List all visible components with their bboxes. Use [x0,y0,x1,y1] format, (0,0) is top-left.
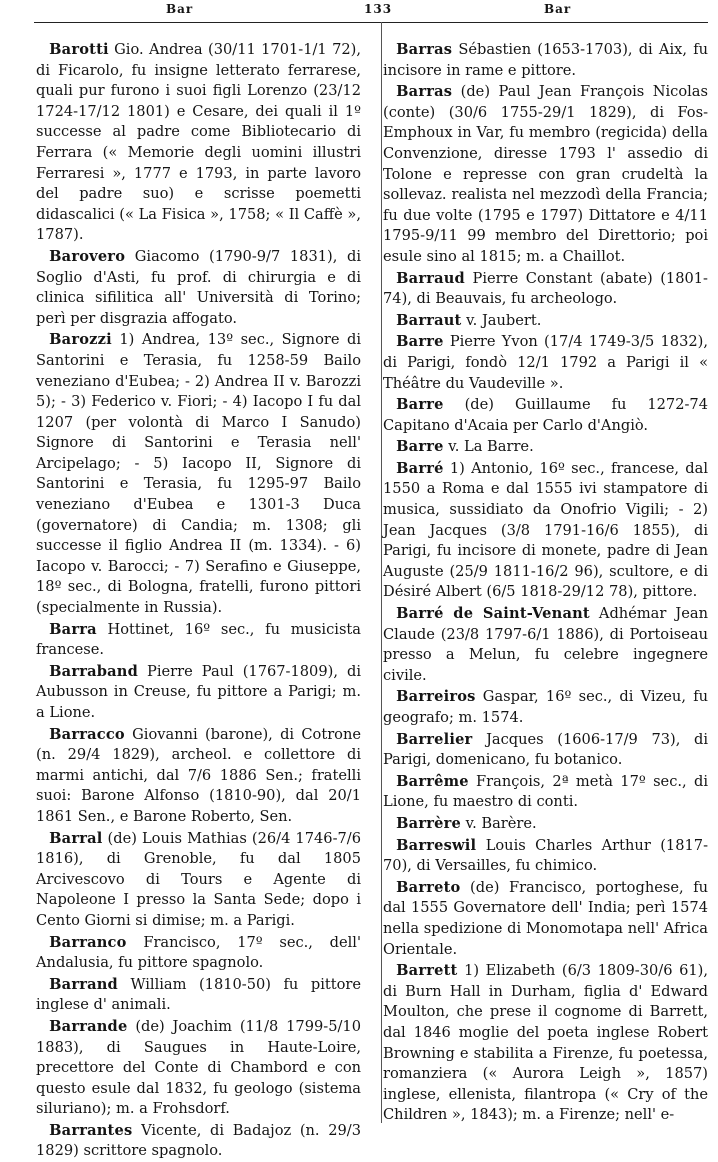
dictionary-entry [383,730,708,771]
entry-text: William (1810-50) fu pittore inglese d' animali. [36,975,361,1014]
dictionary-entry [383,604,708,686]
entry-headword: Barreto [396,878,461,896]
dictionary-entry [36,975,361,1016]
entry-headword: Barre [396,333,444,351]
entry-headword: Barraud [396,269,465,287]
dictionary-entry [383,395,708,436]
entry-headword: Barracco [49,725,125,743]
entry-text: Giacomo (1790-9/7 1831), di Soglio d'Asti, fu prof. di chirurgia e di clinica sifilitica all' Università di Torino; perì per disgrazia affogato. [36,247,361,327]
entry-text: Sébastien (1653-1703), di Aix, fu incisore in rame e pittore. [383,41,708,79]
entry-text: (de) Paul Jean François Nicolas (conte) (30/6 1755-29/1 1829), di Fos-Emphoux in Var, fu membro (regicida) della Convenzione, diresse 1793 l' assedio di Tolone e represse con gran crudeltà la sollevaz. realista nel mezzodì della Francia; fu due volte (1795 e 1797) Dittatore e 4/11 1795-9/11 99 membro del Direttorio; poi esule sino al 1815; m. a Chaillot. [383,83,708,265]
entry-headword: Barreiros [396,688,476,706]
dictionary-entry [36,1121,361,1162]
entry-headword: Barovero [49,247,126,265]
entry-headword: Barotti [49,41,109,58]
entry-text: (de) Joachim (11/8 1799-5/10 1883), di Saugues in Haute-Loire, precettore del Conte di Chambord e con questo esule dal 1832, fu geologo (sistema siluriano); m. a Frohsdorf. [36,1017,361,1118]
entry-headword: Barra [49,620,97,638]
entry-headword: Barré de Saint-Venant [396,605,590,623]
entry-headword: Barraut [396,311,462,329]
entry-text: (de) Francisco, portoghese, fu dal 1555 Governatore dell' India; perì 1574 nella spedizione di Monomotapa nell' Africa Orientale. [383,878,708,958]
dictionary-entry [383,311,708,332]
entry-text: v. Jaubert. [461,311,542,329]
dictionary-entry [383,82,708,267]
entry-text: Francisco, 17º sec., dell' Andalusia, fu pittore spagnolo. [36,933,361,972]
entry-headword: Barre [396,396,444,414]
entry-headword: Barral [49,829,103,847]
entry-text: Louis Charles Arthur (1817-70), di Versailles, fu chimico. [383,836,708,875]
header-left-running-head: Bar [166,2,194,16]
entry-headword: Barrelier [396,730,473,748]
entry-headword: Barreswil [396,836,477,854]
entry-text: (de) Guillaume fu 1272-74 Capitano d'Acaia per Carlo d'Angiò. [383,396,708,434]
dictionary-entry [36,330,361,618]
dictionary-entry [383,437,708,458]
dictionary-entry [36,40,361,246]
entry-headword: Barrère [396,814,461,832]
entry-text: Gaspar, 16º sec., di Vizeu, fu geografo; m. 1574. [383,688,708,726]
dictionary-entry [383,332,708,394]
entry-headword: Barrême [396,772,469,790]
entry-text: Adhémar Jean Claude (23/8 1797-6/1 1886), di Portoiseau presso a Melun, fu celebre ingegnere civile. [383,605,709,684]
entry-headword: Barozzi [49,331,112,349]
entry-text: v. La Barre. [443,438,534,456]
entry-text: 1) Andrea, 13º sec., Signore di Santorini e Terasia, fu 1258-59 Bailo veneziano d'Eubea; - 2) Andrea II v. Barozzi 5); - 3) Federico v. Fiori; - 4) Iacopo I fu dal 1207 (per volontà di Marco I Sanudo) Signore di Santorini e Terasia nell' Arcipelago; - 5) Iacopo II, Signore di Santorini e Terasia, fu 1295-97 Bailo veneziano d'Eubea e 1301-3 Duca (governatore) di Candia; m. 1308; gli successe il figlio Andrea II (m. 1334). - 6) Iacopo v. Barocci; - 7) Serafino e Giuseppe, 18º sec., di Bologna, fratelli, furono pittori (specialmente in Russia). [36,331,361,617]
dictionary-entry [36,620,361,661]
entry-headword: Barrett [396,962,458,980]
dictionary-entry [36,829,361,932]
dictionary-entry [383,269,708,310]
entry-headword: Barras [396,41,453,58]
entry-headword: Barre [396,438,444,456]
entry-text: Pierre Constant (abate) (1801-74), di Beauvais, fu archeologo. [383,269,708,308]
entry-headword: Barrande [49,1017,128,1035]
dictionary-entry [383,961,708,1126]
page-header [34,0,708,23]
entry-text: 1) Elizabeth (6/3 1809-30/6 61), di Burn Hall in Durham, figlia d' Edward Moulton, che prese il cognome di Barrett, dal 1846 moglie del poeta inglese Robert Browning e stabilita a Firenze, fu poetessa, romanziera (« Aurora Leigh », 1857) inglese, ellenista, filantropa (« Cry of the Children », 1843); m. a Firenze; nell' e- [383,962,708,1124]
dictionary-entry [36,662,361,724]
right-column [383,40,708,1125]
left-column [36,40,361,1160]
dictionary-entry [383,772,708,813]
entry-headword: Barré [396,459,444,477]
dictionary-entry [383,459,708,603]
dictionary-entry [383,814,708,835]
dictionary-entry [383,878,708,960]
entry-text: (de) Louis Mathias (26/4 1746-7/6 1816), di Grenoble, fu dal 1805 Arcivescovo di Tours e Agente di Napoleone I presso la Santa Sede; dopo i Cento Giorni si dimise; m. a Parigi. [36,829,361,929]
dictionary-entry [36,247,361,329]
entry-headword: Barranco [49,933,127,951]
entry-text: Pierre Yvon (17/4 1749-3/5 1832), di Parigi, fondò 12/1 1792 a Parigi il « Théâtre du Vaudeville ». [383,333,708,392]
entry-headword: Barrantes [49,1121,133,1139]
dictionary-entry [36,1017,361,1120]
dictionary-entry [36,933,361,974]
dictionary-entry [383,836,708,877]
entry-text: v. Barère. [460,814,537,832]
dictionary-entry [383,687,708,728]
header-right-running-head: Bar [544,2,572,16]
entry-text: Pierre Paul (1767-1809), di Aubusson in Creuse, fu pittore a Parigi; m. a Lione. [36,662,361,721]
entry-headword: Barrand [49,975,118,993]
entry-text: 1) Antonio, 16º sec., francese, dal 1550 a Roma e dal 1555 ivi stampatore di musica, sussidiato da Onofrio Vigili; - 2) Jean Jacques (3/8 1791-16/6 1855), di Parigi, fu incisore di monete, padre di Jean Auguste (25/9 1811-16/2 96), scultore, e di Désiré Albert (6/5 1818-29/12 78), pittore. [383,459,708,601]
entry-headword: Barraband [49,662,139,680]
entry-text: Gio. Andrea (30/11 1701-1/1 72), di Ficarolo, fu insigne letterato ferrarese, quali pur furono i suoi figli Lorenzo (23/12 1724-17/12 1801) e Cesare, dei quali il 1º successe al padre come Bibliotecario di Ferrara (« Memorie degli uomini illustri Ferraresi », 1777 e 1793, in parte lavoro del padre suo) e scrisse poemetti didascalici (« La Fisica », 1758; « Il Caffè », 1787). [36,41,361,244]
columns [36,40,709,1160]
dictionary-entry [36,725,361,828]
entry-text: Hottinet, 16º sec., fu musicista francese. [36,620,361,659]
page-number: 133 [364,2,393,16]
entry-text: Vicente, di Badajoz (n. 29/3 1829) scrittore spagnolo. [36,1121,361,1160]
dictionary-entry [383,40,708,81]
entry-text: Giovanni (barone), di Cotrone (n. 29/4 1829), archeol. e collettore di marmi antichi, dal 7/6 1886 Sen.; fratelli suoi: Barone Alfonso (1810-90), dal 20/1 1861 Sen., e Barone Roberto, Sen. [36,725,361,825]
entry-headword: Barras [396,83,453,101]
entry-text: François, 2ª metà 17º sec., di Lione, fu maestro di conti. [383,772,708,811]
entry-text: Jacques (1606-17/9 73), di Parigi, domenicano, fu botanico. [383,730,708,769]
